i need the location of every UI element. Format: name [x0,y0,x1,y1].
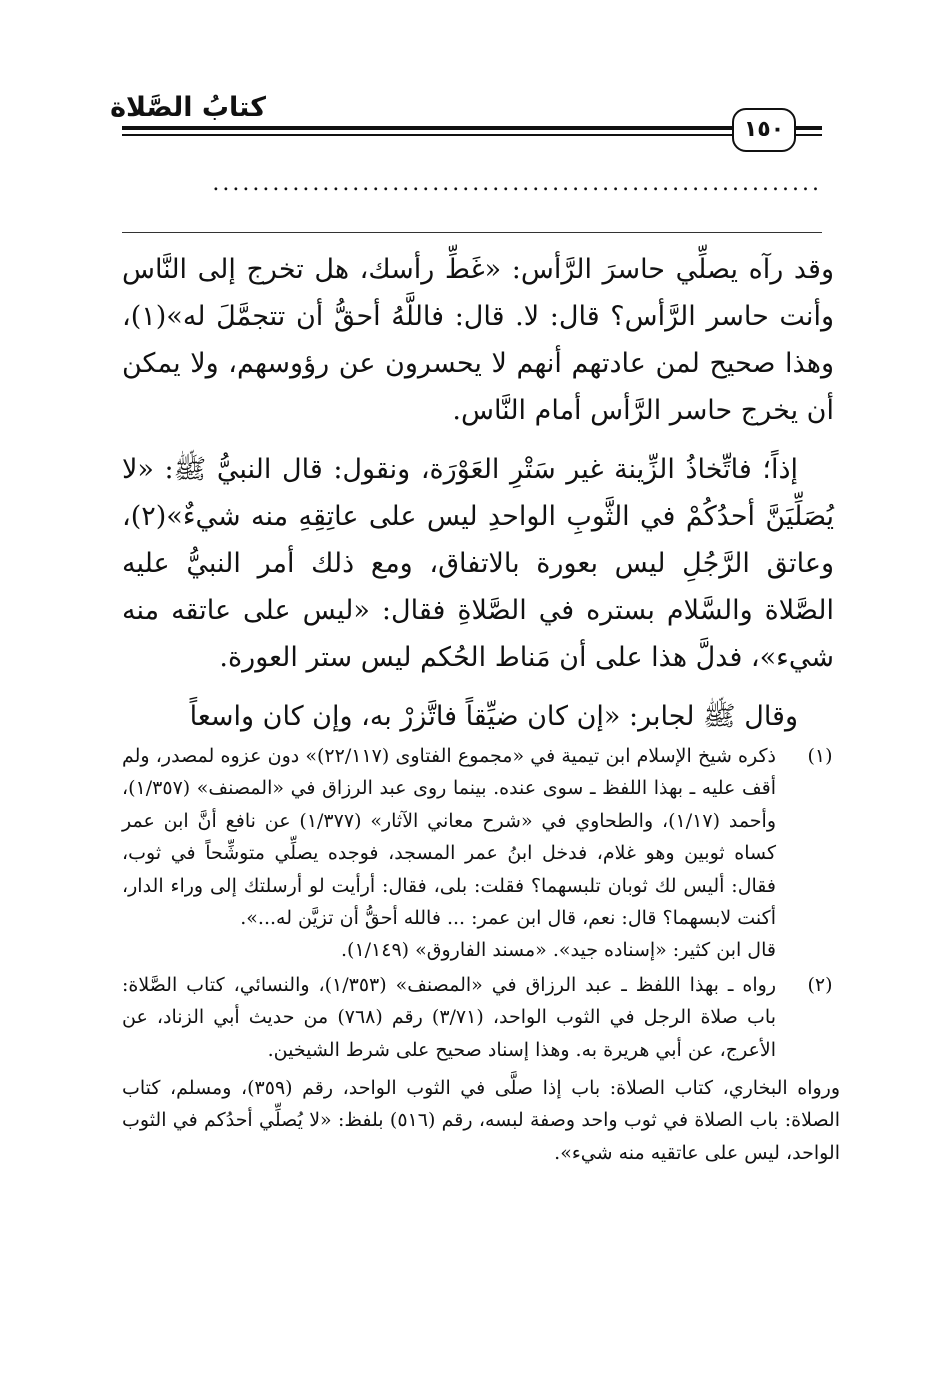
footnote-text: رواه ـ بهذا اللفظ ـ عبد الرزاق في «المصنف» (١/٣٥٣)، والنسائي، كتاب الصَّلاة: باب صلاة الرجل في الثوب الواحد، (٣/٧١) رقم (٧٦٨) من حديث أبي الزناد، عن الأعرج، عن أبي هريرة به. وهذا إسناد صحيح على شرط الشيخين. [122,973,776,1061]
page-number: ١٥٠ [732,108,796,152]
footnote [122,969,840,1066]
paragraph: وقال ﷺ لجابر: «إن كان ضيِّقاً فاتَّزرْ به، وإن كان واسعاً [189,701,798,732]
book-title: كتابُ الصَّلاة [110,92,266,123]
paragraph: إذاً؛ فاتِّخاذُ الزِّينة غير سَتْرِ العَوْرَة، ونقول: قال النبيُّ ﷺ: «لا يُصَلِّيَنَّ أحدُكُمْ في الثَّوبِ الواحدِ ليس على عاتِقِهِ منه شيءٌ»(٢)، وعاتق الرَّجُلِ ليس بعورة بالاتفاق، ومع ذلك أمر النبيُّ عليه الصَّلاة والسَّلام بستره في الصَّلاةِ فقال: «ليس على عاتقه منه شيء»، فدلَّ هذا على أن مَناط الحُكم ليس ستر العورة. [122,454,834,673]
continuation-dots: ............................................................. [212,172,822,196]
header-rule [122,134,732,136]
header-rule [122,126,732,130]
header-rule [792,126,822,130]
footnote-text: قال ابن كثير: «إسناده جيد». «مسند الفاروق» (١/١٤٩). [340,939,776,962]
header-rule [792,134,822,136]
footnotes [122,740,840,1169]
footnote-text: ورواه البخاري، كتاب الصلاة: باب إذا صلَّى في الثوب الواحد، رقم (٣٥٩)، ومسلم، كتاب الصلاة: باب الصلاة في ثوب واحد وصفة لبسه، رقم (٥١٦) بلفظ: «لا يُصلِّي أحدُكم في الثوب الواحد، ليس على عاتقيه منه شيء». [122,1077,840,1164]
footnote-text: ذكره شيخ الإسلام ابن تيمية في «مجموع الفتاوى (٢٢/١١٧)» دون عزوه لمصدر، ولم أقف عليه ـ بهذا اللفظ ـ سوى عنده. بينما روى عبد الرزاق في «المصنف» (١/٣٥٧)، وأحمد (١/١٧)، والطحاوي في «شرح معاني الآثار» (١/٣٧٧) عن نافع أنَّ ابن عمر كساه ثوبين وهو غلام، فدخل ابنُ عمر المسجد، فوجده يصلِّي متوشِّحاً في ثوب، فقال: أليس لك ثوبان تلبسهما؟ فقلت: بلى، فقال: أرأيت لو أرسلتك إلى وراء الدار، أكنت لابسهما؟ قال: نعم، قال ابن عمر: ... فالله أحقُّ أن تزيَّن له...». [122,745,777,930]
footnote [122,740,840,967]
paragraph: وقد رآه يصلِّي حاسرَ الرَّأس: «غَطِّ رأسك، هل تخرج إلى النَّاس وأنت حاسر الرَّأس؟ قال: لا. قال: فاللَّهُ أحقُّ أن تتجمَّلَ له»(١)، وهذا صحيح لمن عادتهم أنهم لا يحسرون عن رؤوسهم، ولا يمكن أن يخرج حاسر الرَّأس أمام النَّاس. [122,254,834,426]
divider [122,232,822,233]
main-text [122,246,834,740]
footnote-number: (٢) [807,973,833,996]
footnote-number: (١) [807,745,833,767]
